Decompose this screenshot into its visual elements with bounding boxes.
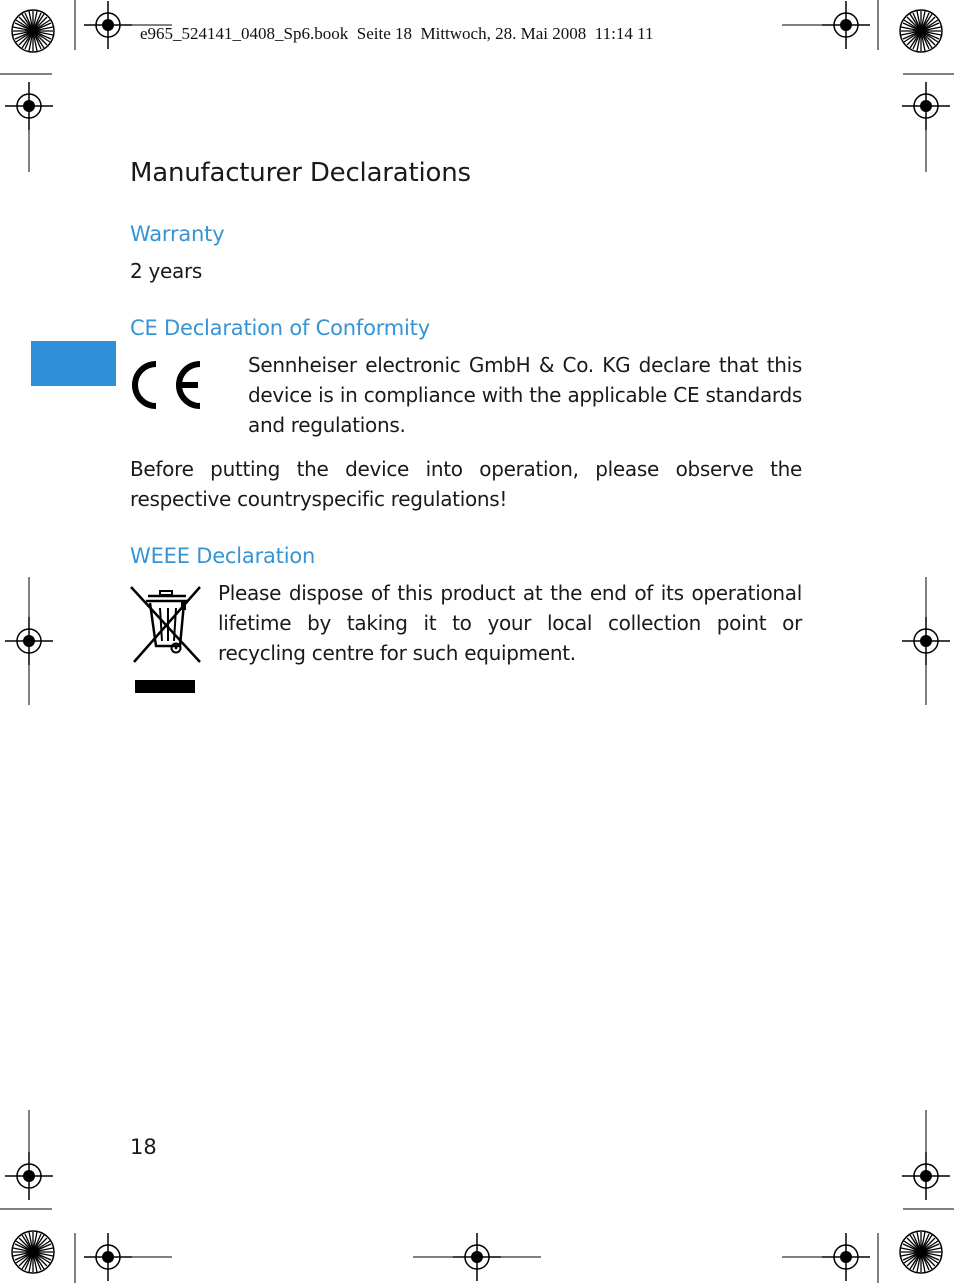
crossed-out-wheelie-bin-icon — [130, 578, 218, 702]
ce-heading: CE Declaration of Conformity — [130, 316, 430, 340]
ce-mark-icon — [130, 350, 248, 416]
page-number: 18 — [130, 1135, 157, 1159]
warranty-heading: Warranty — [130, 222, 225, 246]
ce-statement: Sennheiser electronic GmbH & Co. KG declare that this device is in compliance with the applicable CE standards and regulations. — [248, 353, 802, 437]
chapter-tab-marker — [31, 341, 116, 386]
main-content — [130, 158, 802, 702]
ce-section — [130, 350, 802, 440]
weee-text: Please dispose of this product at the end of its operational lifetime by taking it to your local collection point or recycling centre for such equipment. — [218, 581, 802, 665]
weee-heading: WEEE Declaration — [130, 544, 316, 568]
weee-section — [130, 578, 802, 702]
print-slug-header: e965_524141_0408_Sp6.book Seite 18 Mittwoch, 28. Mai 2008 11:14 11 — [140, 24, 654, 43]
page-title: Manufacturer Declarations — [130, 158, 471, 188]
ce-note: Before putting the device into operation, please observe the respective countryspecific regulations! — [130, 457, 802, 511]
warranty-text: 2 years — [130, 259, 203, 283]
